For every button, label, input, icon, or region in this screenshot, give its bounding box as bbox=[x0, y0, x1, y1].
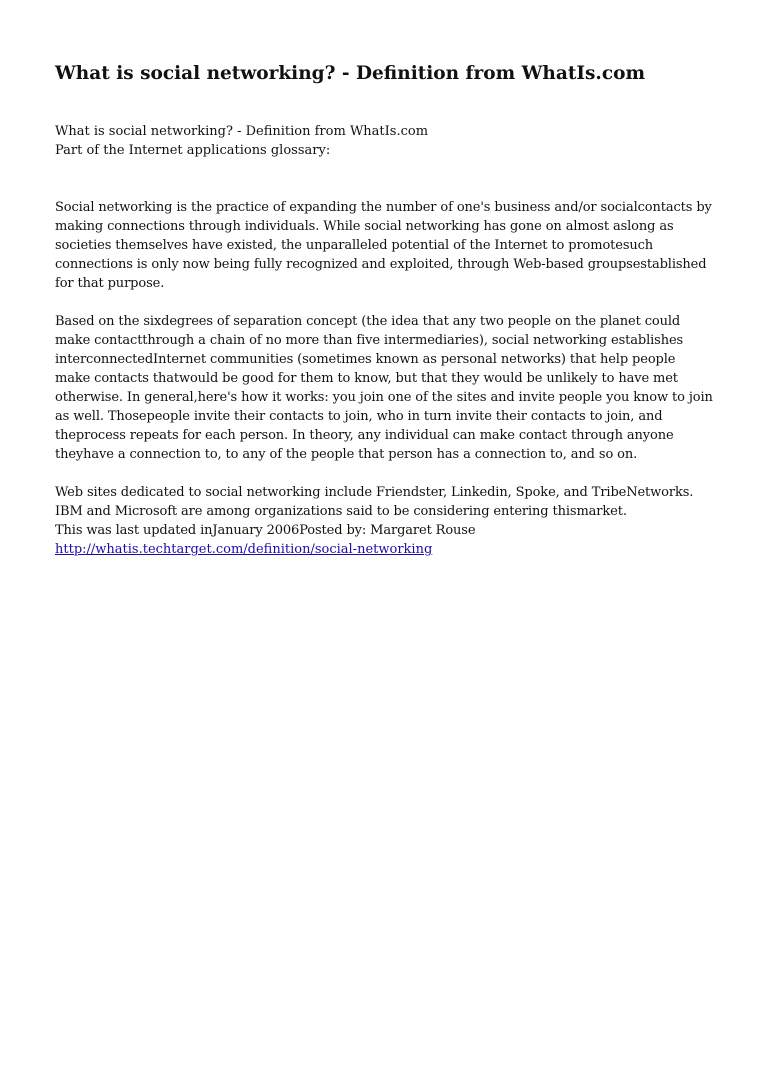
paragraph-line: as well. Thosepeople invite their contacts to join, who in turn invite their contacts to join, and bbox=[55, 409, 663, 424]
paragraph-line: make contactthrough a chain of no more than five intermediaries), social networking establishes bbox=[55, 333, 684, 348]
paragraph-line: making connections through individuals. While social networking has gone on almost aslong as bbox=[55, 219, 674, 234]
paragraph-line: theyhave a connection to, to any of the people that person has a connection to, and so on. bbox=[55, 447, 638, 462]
paragraph-how-it-works bbox=[55, 312, 717, 464]
header-line-glossary: Part of the Internet applications glossary: bbox=[55, 143, 331, 158]
paragraph-line: Web sites dedicated to social networking include Friendster, Linkedin, Spoke, and TribeNetworks. bbox=[55, 485, 694, 500]
paragraph-definition bbox=[55, 198, 717, 293]
paragraph-line: connections is only now being fully recognized and exploited, through Web-based groupsestablished bbox=[55, 257, 707, 272]
paragraph-line: interconnectedInternet communities (sometimes known as personal networks) that help people bbox=[55, 352, 676, 367]
paragraph-line: for that purpose. bbox=[55, 276, 165, 291]
header-line-source: What is social networking? - Definition from WhatIs.com bbox=[55, 124, 429, 139]
document-title: What is social networking? - Definition from WhatIs.com bbox=[55, 63, 646, 84]
paragraph-line: make contacts thatwould be good for them to know, but that they would be unlikely to have met bbox=[55, 371, 678, 386]
paragraph-line: Based on the sixdegrees of separation concept (the idea that any two people on the planet could bbox=[55, 314, 681, 329]
source-link[interactable]: http://whatis.techtarget.com/definition/social-networking bbox=[55, 542, 433, 557]
header-block bbox=[55, 122, 717, 160]
paragraph-websites bbox=[55, 483, 717, 540]
document-body bbox=[55, 122, 717, 559]
paragraph-line: theprocess repeats for each person. In theory, any individual can make contact through anyone bbox=[55, 428, 674, 443]
paragraph-line: Social networking is the practice of expanding the number of one's business and/or socialcontacts by bbox=[55, 200, 712, 215]
last-updated-line: This was last updated inJanuary 2006Posted by: Margaret Rouse bbox=[55, 523, 476, 538]
paragraph-line: IBM and Microsoft are among organizations said to be considering entering thismarket. bbox=[55, 504, 627, 519]
paragraph-line: otherwise. In general,here's how it works: you join one of the sites and invite people you know to join bbox=[55, 390, 713, 405]
paragraph-line: societies themselves have existed, the unparalleled potential of the Internet to promotesuch bbox=[55, 238, 654, 253]
